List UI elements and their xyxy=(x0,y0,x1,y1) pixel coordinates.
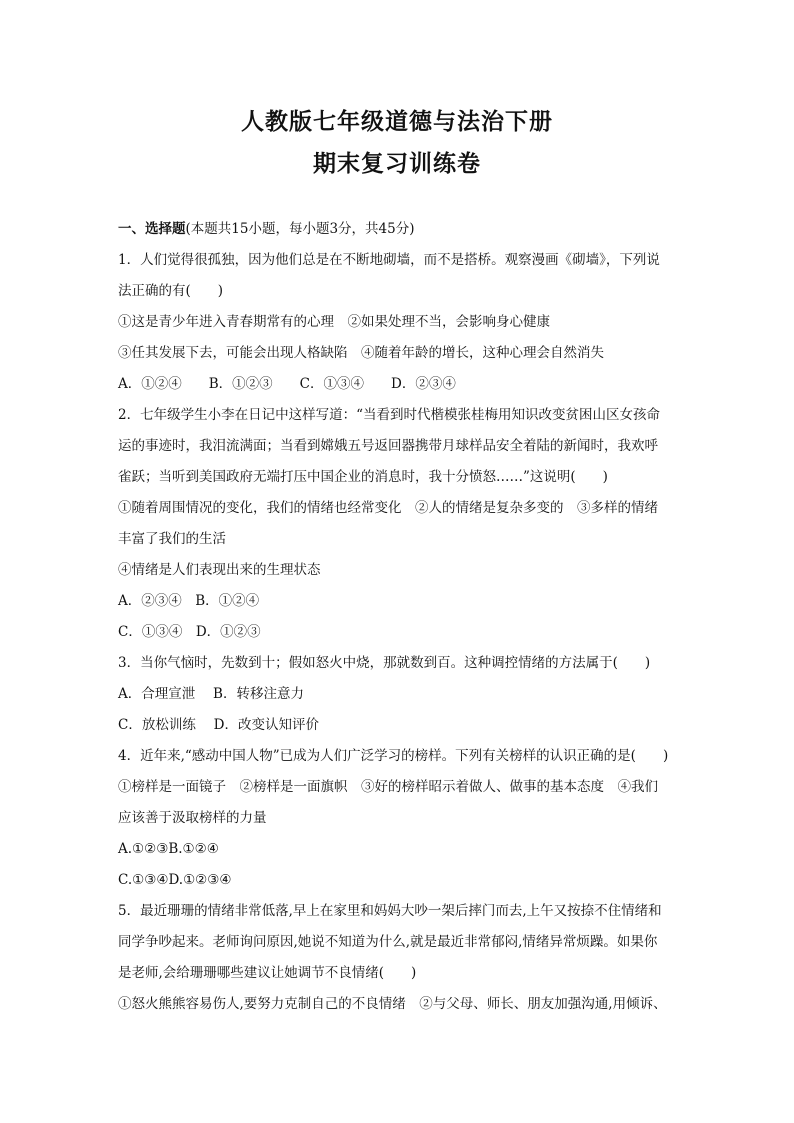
text-line: ①榜样是一面镜子 ②榜样是一面旗帜 ③好的榜样昭示着做人、做事的基本态度 ④我们 xyxy=(118,779,658,795)
text-line: 是老师,会给珊珊哪些建议让她调节不良情绪( ) xyxy=(118,965,417,981)
section-note: (本题共15小题，每小题3分，共45分) xyxy=(185,221,415,237)
text-line: ④情绪是人们表现出来的生理状态 xyxy=(118,562,321,578)
text-line: 应该善于汲取榜样的力量 xyxy=(118,810,267,826)
page-title: 人教版七年级道德与法治下册 xyxy=(241,108,553,135)
text-line: 2．七年级学生小李在日记中这样写道：“当看到时代楷模张桂梅用知识改变贫困山区女孩命 xyxy=(118,407,660,423)
text-line: ①这是青少年进入青春期常有的心理 ②如果处理不当，会影响身心健康 xyxy=(118,314,550,330)
text-line: A．①②④ B．①②③ C．①③④ D．②③④ xyxy=(118,376,456,392)
text-line: 雀跃；当听到美国政府无端打压中国企业的消息时，我十分愤怒……”这说明( ) xyxy=(118,469,608,485)
page-subtitle: 期末复习训练卷 xyxy=(313,150,481,177)
section-label: 一、选择题 xyxy=(118,221,186,237)
text-line: 丰富了我们的生活 xyxy=(118,531,226,547)
text-line: 运的事迹时，我泪流满面；当看到嫦娥五号返回器携带月球样品安全着陆的新闻时，我欢呼 xyxy=(118,438,658,454)
text-line: 3．当你气恼时，先数到十；假如怒火中烧，那就数到百。这种调控情绪的方法属于( ) xyxy=(118,655,651,671)
text-line: C.①③④D.①②③④ xyxy=(118,872,232,888)
text-line: C．放松训练 D．改变认知评价 xyxy=(118,717,319,733)
text-line: 法正确的有( ) xyxy=(118,283,224,299)
text-line: 同学争吵起来。老师询问原因,她说不知道为什么,就是最近非常郁闷,情绪异常烦躁。如果你 xyxy=(118,934,658,950)
section-heading xyxy=(118,214,680,245)
text-line: 1．人们觉得很孤独，因为他们总是在不断地砌墙，而不是搭桥。观察漫画《砌墙》，下列说 xyxy=(118,252,660,268)
text-line: ③任其发展下去，可能会出现人格缺陷 ④随着年龄的增长，这种心理会自然消失 xyxy=(118,345,604,361)
text-line: A.①②③B.①②④ xyxy=(118,841,219,857)
text-line: ①随着周围情况的变化，我们的情绪也经常变化 ②人的情绪是复杂多变的 ③多样的情绪 xyxy=(118,500,658,516)
question-content xyxy=(118,214,680,1020)
text-line: 4．近年来,“感动中国人物”已成为人们广泛学习的榜样。下列有关榜样的认识正确的是( ) xyxy=(118,748,669,764)
text-line: 5．最近珊珊的情绪非常低落,早上在家里和妈妈大吵一架后摔门而去,上午又按捺不住情绪和 xyxy=(118,903,662,919)
text-line: A．合理宣泄 B．转移注意力 xyxy=(118,686,304,702)
text-line: A．②③④ B．①②④ xyxy=(118,593,260,609)
text-line: C．①③④ D．①②③ xyxy=(118,624,261,640)
text-line: ①怒火熊熊容易伤人,要努力克制自己的不良情绪 ②与父母、师长、朋友加强沟通,用倾诉、 xyxy=(118,996,667,1012)
